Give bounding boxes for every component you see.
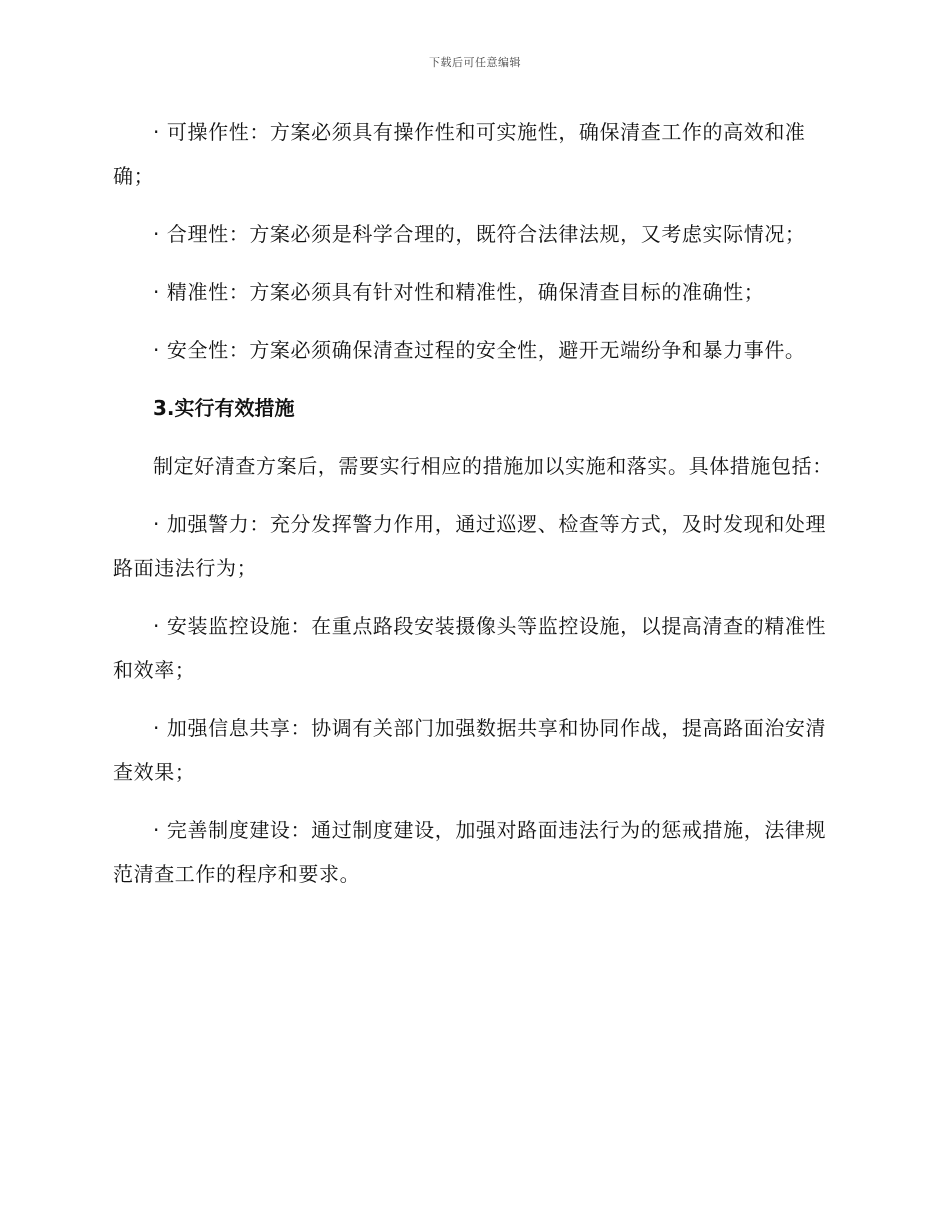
section-intro: 制定好清查方案后，需要实行相应的措施加以实施和落实。具体措施包括： (153, 454, 833, 478)
page-header: 下载后可任意编辑 (429, 56, 521, 69)
paragraph-rationality: · 合理性：方案必须是科学合理的，既符合法律法规，又考虑实际情况； (153, 222, 806, 246)
document-body (113, 110, 833, 910)
list-item-system-building: · 完善制度建设：通过制度建设，加强对路面违法行为的惩戒措施，法律规范清查工作的程序和要求。 (113, 818, 827, 886)
list-item-info-sharing: · 加强信息共享：协调有关部门加强数据共享和协同作战，提高路面治安清查效果； (113, 716, 827, 784)
paragraph-operability: · 可操作性：方案必须具有操作性和可实施性，确保清查工作的高效和准确； (113, 120, 806, 188)
paragraph-safety: · 安全性：方案必须确保清查过程的安全性，避开无端纷争和暴力事件。 (153, 338, 806, 362)
section-heading: 3.实行有效措施 (153, 396, 295, 420)
list-item-monitoring: · 安装监控设施：在重点路段安装摄像头等监控设施，以提高清查的精准性和效率； (113, 614, 827, 682)
list-item-police: · 加强警力：充分发挥警力作用，通过巡逻、检查等方式，及时发现和处理路面违法行为； (113, 512, 827, 580)
paragraph-precision: · 精准性：方案必须具有针对性和精准性，确保清查目标的准确性； (153, 280, 765, 304)
